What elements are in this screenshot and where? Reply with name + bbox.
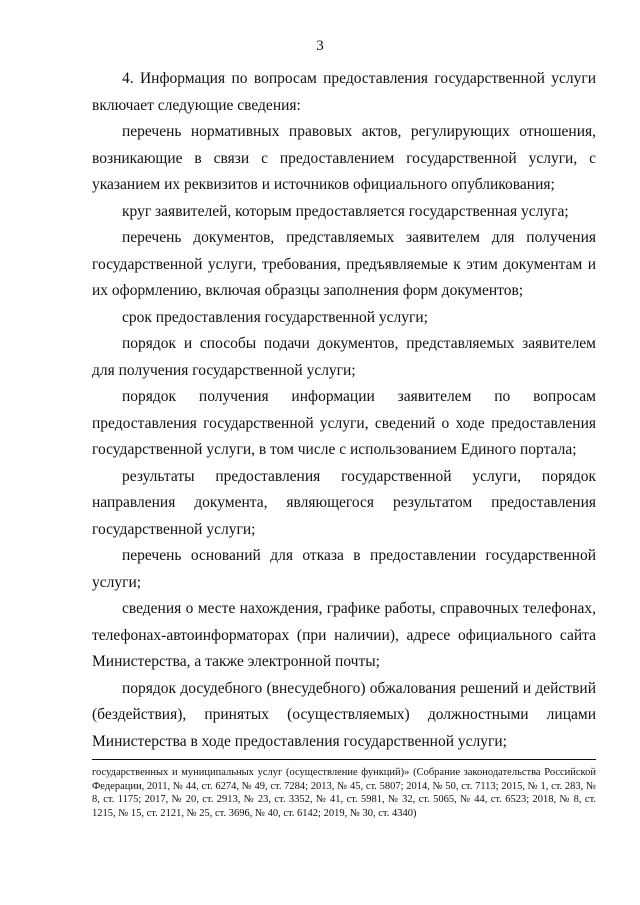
paragraph-contact-details: сведения о месте нахождения, графике работы, справочных телефонах, телефонах-автоинформаторах (при наличии), адресе официального сайта Министерства, а также электронной почты; bbox=[92, 600, 596, 670]
page-number: 3 bbox=[316, 38, 324, 54]
paragraph-service-term: срок предоставления государственной услуги; bbox=[122, 308, 428, 326]
paragraph-documents-list: перечень документов, представляемых заявителем для получения государственной услуги, требования, предъявляемые к этим документам и их оформлению, включая образцы заполнения форм документов; bbox=[92, 229, 596, 299]
paragraph-info-scope: 4. Информация по вопросам предоставления государственной услуги включает следующие сведения: bbox=[92, 70, 596, 114]
paragraph-service-results: результаты предоставления государственной услуги, порядок направления документа, являющегося результатом предоставления государственной услуги; bbox=[92, 467, 596, 538]
footnote-text: государственных и муниципальных услуг (осуществление функций)» (Собрание законодательства Российской Федерации, 2011, № 44, ст. 6274, № 49, ст. 7284; 2013, № 45, ст. 5807; 2014, № 50, ст. 7113; 2015, № 1, ст. 283, № 8, ст. 1175; 2017, № 20, ст. 2913, № 23, ст. 3352, № 41, ст. 5981, № 32, ст. 5065, № 44, ст. 6523; 2018, № 8, ст. 1215, № 15, ст. 2121, № 25, ст. 3696, № 40, ст. 6142; 2019, № 30, ст. 4340) bbox=[92, 767, 596, 819]
paragraph-submission-methods: порядок и способы подачи документов, представляемых заявителем для получения государственной услуги; bbox=[92, 335, 596, 379]
paragraph-legal-acts: перечень нормативных правовых актов, регулирующих отношения, возникающие в связи с предоставлением государственной услуги, с указанием их реквизитов и источников официального опубликования; bbox=[92, 123, 596, 193]
footnote-divider bbox=[92, 759, 596, 760]
paragraph-information-procedure: порядок получения информации заявителем по вопросам предоставления государственной услуги, сведений о ходе предоставления государственной услуги, в том числе с использованием Единого портала; bbox=[92, 388, 596, 458]
paragraph-refusal-grounds: перечень оснований для отказа в предоставлении государственной услуги; bbox=[92, 547, 596, 591]
document-body bbox=[92, 66, 596, 755]
paragraph-appeal-procedure: порядок досудебного (внесудебного) обжалования решений и действий (бездействия), принятых (осуществляемых) должностными лицами Министерства в ходе предоставления государственной услуги; bbox=[92, 679, 596, 750]
paragraph-applicants: круг заявителей, которым предоставляется государственная услуга; bbox=[122, 202, 569, 220]
